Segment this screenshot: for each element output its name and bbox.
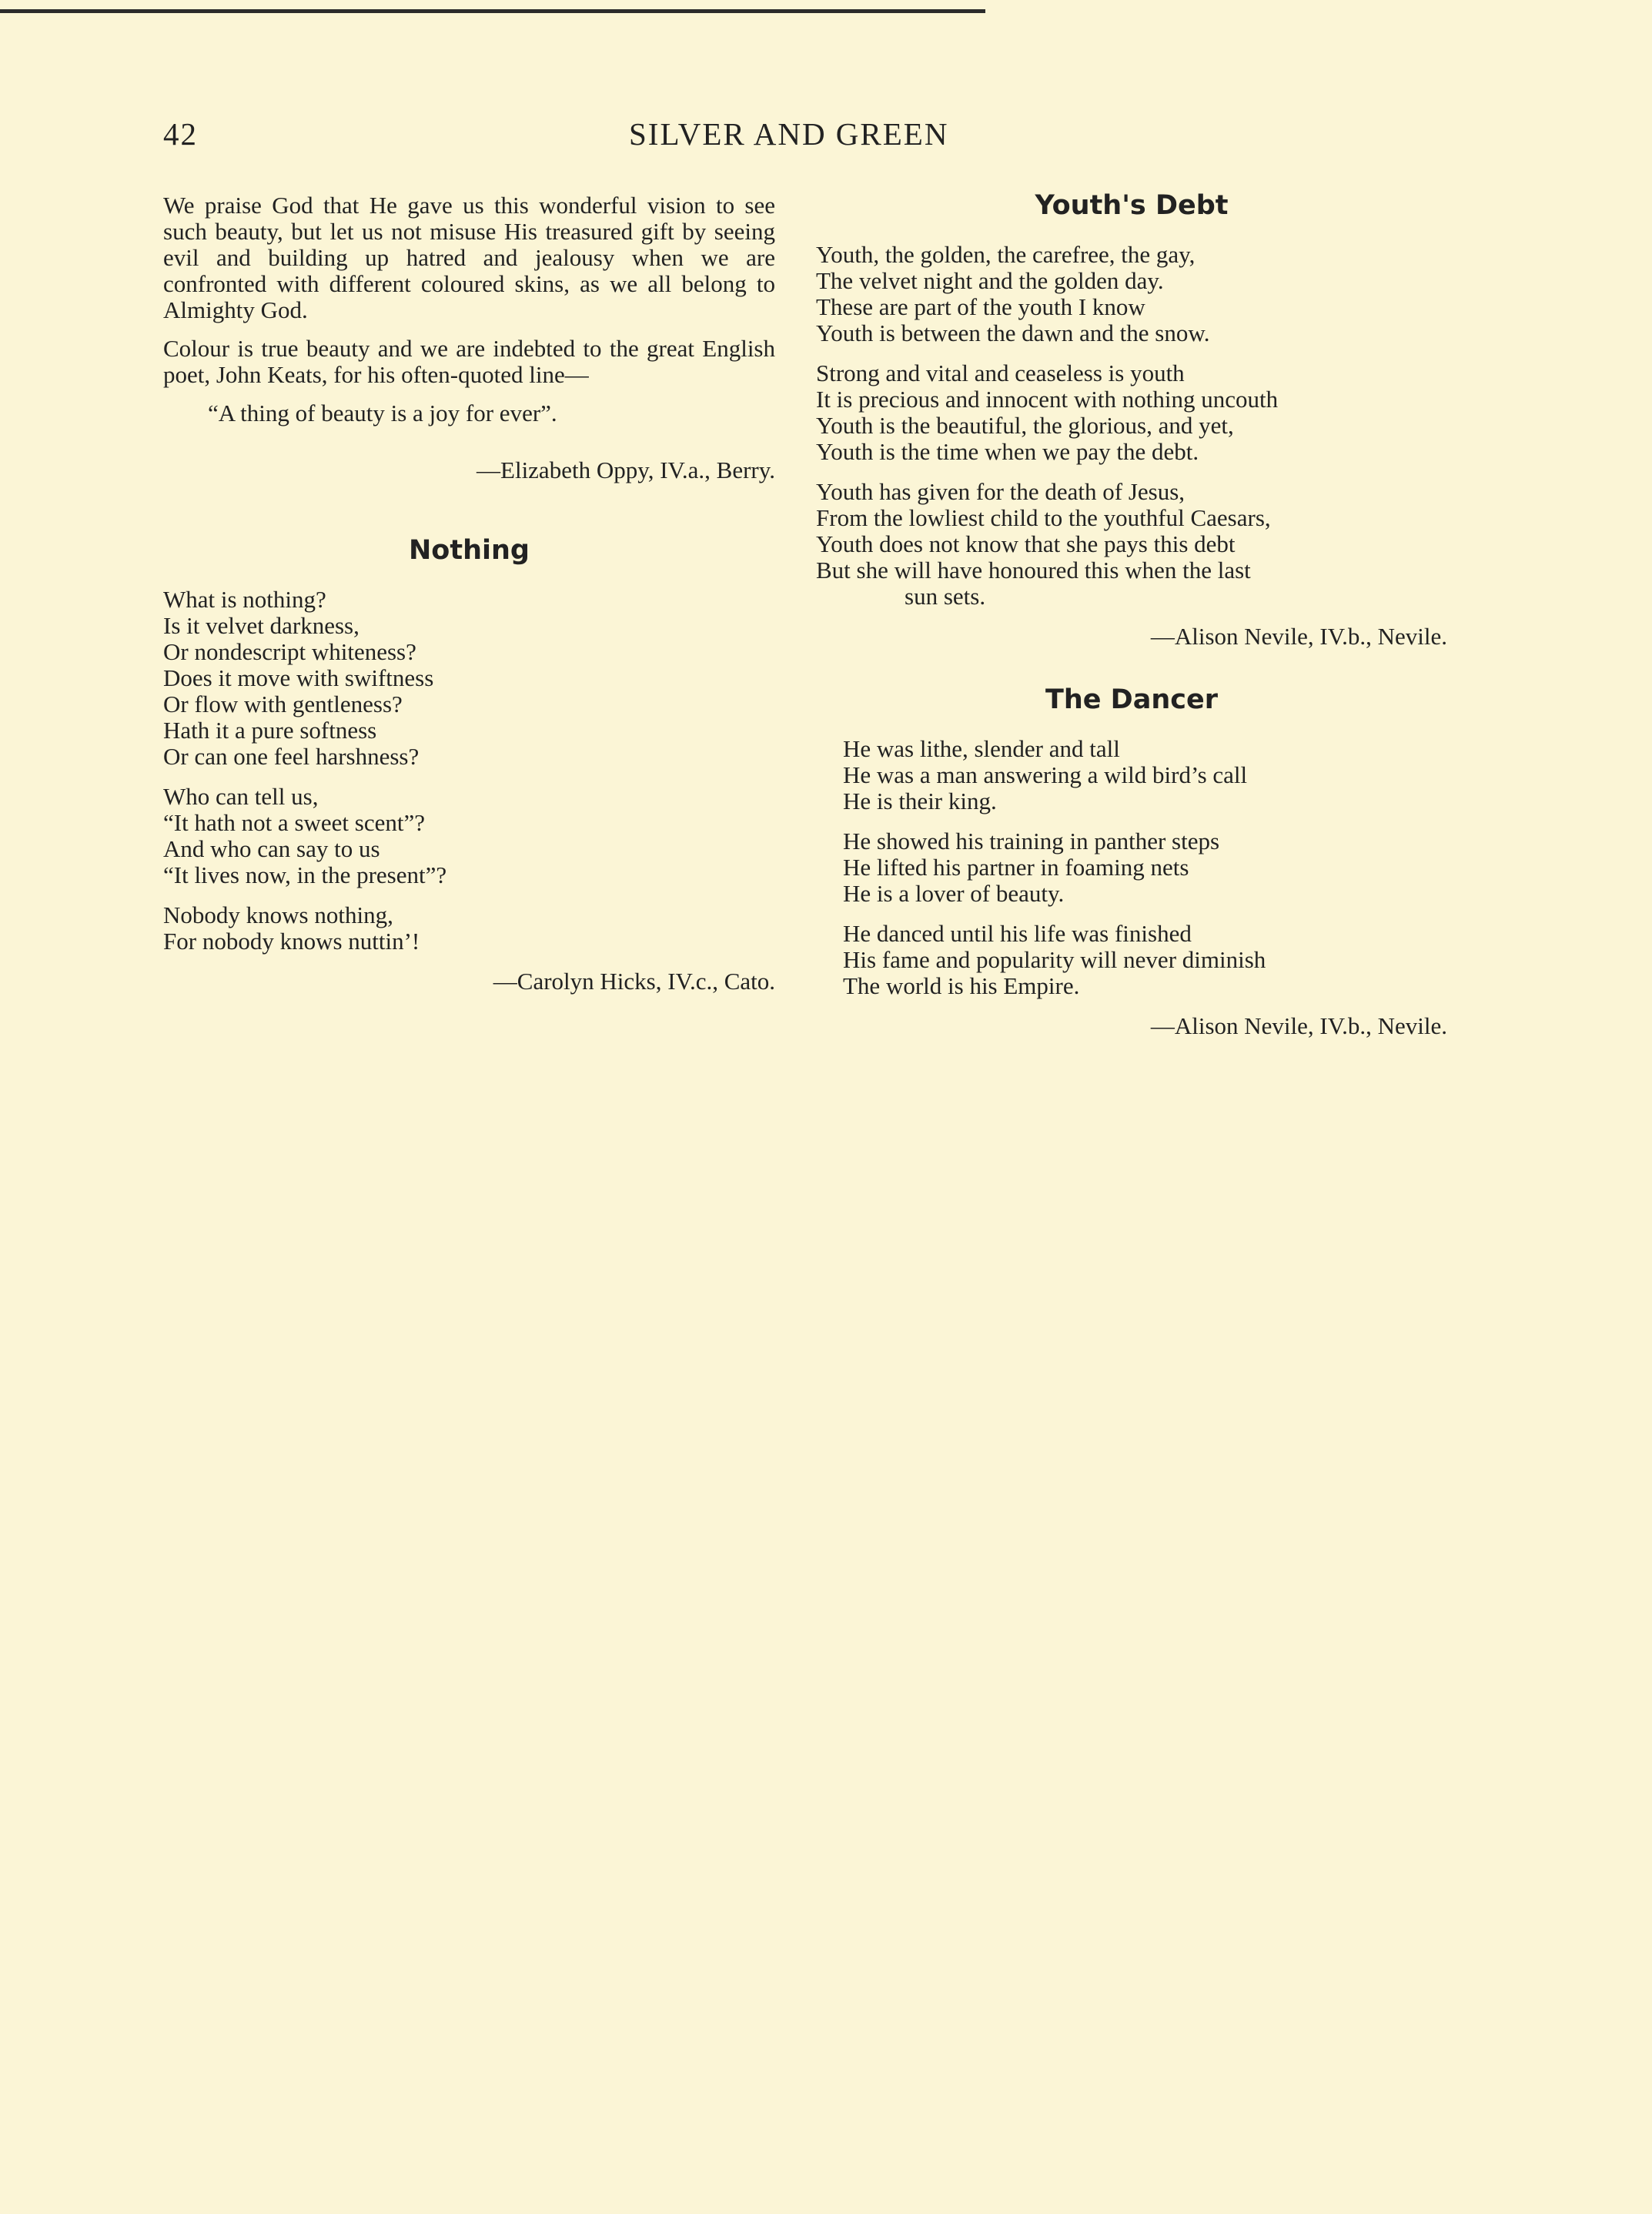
poem-line: Youth is the beautiful, the glorious, and yet, (816, 412, 1234, 439)
essay-signature: —Elizabeth Oppy, IV.a., Berry. (477, 457, 775, 483)
poem-line: His fame and popularity will never diminish (843, 946, 1266, 973)
paragraph: Colour is true beauty and we are indebted to the great English poet, John Keats, for his often-quoted line— (163, 335, 775, 388)
stanza (843, 736, 1447, 814)
poem-line: But she will have honoured this when the last (816, 557, 1251, 584)
essay-ending (163, 192, 775, 388)
paragraph: We praise God that He gave us this wonderful vision to see such beauty, but let us not misuse His treasured gift by seeing evil and building up hatred and jealousy when we are confronted with different coloured skins, as we all belong to Almighty God. (163, 192, 775, 323)
poem-line: These are part of the youth I know (816, 293, 1145, 320)
poem-line: He lifted his partner in foaming nets (843, 854, 1189, 881)
page-number: 42 (163, 116, 198, 152)
poem-line: Youth is the time when we pay the debt. (816, 438, 1199, 465)
stanza (163, 784, 775, 888)
right-column (816, 192, 1447, 1062)
stanza (163, 902, 775, 955)
poem-line: Strong and vital and ceaseless is youth (816, 360, 1185, 386)
keats-quote: “A thing of beauty is a joy for ever”. (208, 400, 557, 426)
poem-line: He was a man answering a wild bird’s call (843, 761, 1248, 788)
poem-line: Is it velvet darkness, (163, 612, 359, 639)
poem-the-dancer (816, 684, 1447, 1039)
poem-line: “It lives now, in the present”? (163, 861, 447, 888)
poem-line: Or nondescript whiteness? (163, 638, 416, 665)
poem-line: Youth, the golden, the carefree, the gay, (816, 241, 1196, 268)
poem-title: The Dancer (1045, 684, 1219, 715)
poem-signature: —Alison Nevile, IV.b., Nevile. (1150, 1012, 1447, 1039)
poem-line: “It hath not a sweet scent”? (163, 809, 425, 836)
poem-line: Nobody knows nothing, (163, 901, 393, 928)
poem-line: The velvet night and the golden day. (816, 267, 1164, 294)
poem-body (816, 736, 1447, 999)
stanza (816, 479, 1447, 610)
poem-line: It is precious and innocent with nothing uncouth (816, 386, 1279, 413)
left-column (163, 192, 775, 1018)
poem-line: He showed his training in panther steps (843, 828, 1220, 854)
poem-line: The world is his Empire. (843, 972, 1080, 999)
poem-line: Or flow with gentleness? (163, 691, 403, 717)
poem-nothing (163, 537, 775, 995)
stanza (843, 828, 1447, 907)
poem-line-continuation: sun sets. (905, 583, 986, 610)
poem-line: And who can say to us (163, 835, 380, 862)
poem-title: Nothing (409, 535, 530, 566)
poem-line: From the lowliest child to the youthful Caesars, (816, 504, 1271, 531)
stanza (843, 921, 1447, 999)
poem-line: Who can tell us, (163, 783, 319, 810)
poem-line: He danced until his life was finished (843, 920, 1192, 947)
stanza (816, 242, 1447, 346)
poem-line: He was lithe, slender and tall (843, 735, 1120, 762)
poem-line: Or can one feel harshness? (163, 743, 420, 770)
poem-line: Youth has given for the death of Jesus, (816, 478, 1185, 505)
page-header (163, 115, 979, 154)
poem-line: For nobody knows nuttin’! (163, 928, 420, 955)
poem-signature: —Carolyn Hicks, IV.c., Cato. (493, 968, 775, 995)
poem-title: Youth's Debt (1035, 190, 1229, 221)
poem-line: What is nothing? (163, 586, 326, 613)
poem-line: He is a lover of beauty. (843, 880, 1065, 907)
poem-line: Does it move with swiftness (163, 664, 434, 691)
poem-line: Hath it a pure softness (163, 717, 377, 744)
top-rule (0, 9, 985, 13)
stanza (816, 360, 1447, 465)
poem-youths-debt (816, 192, 1447, 650)
running-title: SILVER AND GREEN (629, 116, 949, 152)
stanza (163, 587, 775, 770)
poem-signature: —Alison Nevile, IV.b., Nevile. (1150, 623, 1447, 650)
poem-line: Youth does not know that she pays this debt (816, 530, 1236, 557)
poem-line: He is their king. (843, 788, 997, 814)
poem-line: Youth is between the dawn and the snow. (816, 319, 1210, 346)
